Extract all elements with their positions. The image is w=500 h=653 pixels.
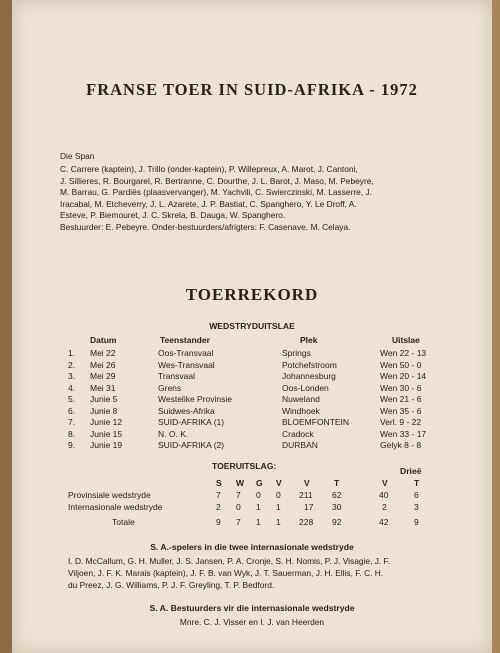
cell: 3 bbox=[414, 502, 419, 512]
table-row bbox=[12, 371, 492, 382]
sa-managers-line: Mnre. C. J. Visser en I. J. van Heerden bbox=[179, 617, 325, 627]
cell: 7 bbox=[236, 517, 241, 527]
record-heading: TOERREKORD bbox=[185, 285, 319, 304]
col-header: V bbox=[382, 478, 388, 488]
cell: 17 bbox=[304, 502, 314, 512]
col-header: T bbox=[334, 478, 340, 488]
row-venue: Nuweland bbox=[282, 394, 320, 404]
row-venue: Potchefstroom bbox=[282, 359, 337, 370]
col-header: W bbox=[236, 478, 245, 488]
cell: 92 bbox=[332, 517, 342, 527]
table-row bbox=[12, 406, 492, 417]
sa-players-line-1: I. D. McCallum, G. H. Muller, J. S. Jansen, P. A. Cronje, S. H. Nomis, P. J. Visagie, J. F. bbox=[68, 556, 391, 566]
row-opponent: Westelike Provinsie bbox=[158, 394, 233, 404]
row-result: Verl. 9 - 22 bbox=[380, 417, 422, 427]
col-header: V bbox=[304, 478, 310, 488]
sa-players-line-3: du Preez, J. G. Williams, P. J. F. Greyling, T. P. Bedford. bbox=[68, 580, 275, 590]
row-date: Junie 8 bbox=[90, 405, 118, 416]
col-result: Uitslae bbox=[392, 335, 420, 345]
row-result: Wen 35 - 6 bbox=[380, 405, 422, 416]
col-header: T bbox=[414, 478, 420, 488]
row-opponent: Grens bbox=[158, 382, 182, 393]
row-date: Junie 12 bbox=[90, 417, 123, 427]
col-header: S bbox=[216, 478, 222, 488]
cell: 6 bbox=[414, 490, 419, 500]
squad-line-1: C. Carrere (kaptein), J. Trillo (onder-kaptein), P. Willepreux, A. Marot, J. Cantoni, bbox=[60, 164, 358, 174]
squad-heading: Die Span bbox=[60, 151, 95, 161]
row-result: Gelyk 8 - 8 bbox=[380, 440, 422, 450]
row-label: Internasionale wedstryde bbox=[68, 502, 163, 512]
col-date: Datum bbox=[90, 335, 117, 345]
row-opponent: Transvaal bbox=[158, 371, 196, 381]
cell: 42 bbox=[379, 517, 389, 527]
summary-heading: TOERUITSLAG: bbox=[212, 461, 277, 471]
col-header: V bbox=[276, 478, 282, 488]
row-opponent: SUID-AFRIKA (2) bbox=[158, 440, 225, 450]
row-venue: Windhoek bbox=[282, 405, 320, 416]
row-opponent: Suidwes-Afrika bbox=[158, 405, 215, 416]
table-row bbox=[12, 394, 492, 405]
row-venue: Cradock bbox=[282, 428, 314, 439]
summary-header-row bbox=[12, 478, 492, 489]
col-header: G bbox=[256, 478, 263, 488]
row-result: Wen 21 - 6 bbox=[380, 394, 422, 404]
row-venue: DURBAN bbox=[282, 440, 318, 450]
row-number: 1. bbox=[68, 348, 76, 358]
cell: 30 bbox=[332, 502, 342, 512]
cell: 1 bbox=[256, 502, 261, 512]
row-date: Junie 19 bbox=[90, 440, 123, 450]
results-heading: WEDSTRYDUITSLAE bbox=[209, 321, 295, 331]
row-result: Wen 30 - 6 bbox=[380, 382, 422, 393]
cell: 7 bbox=[236, 490, 241, 500]
row-label: Provinsiale wedstryde bbox=[68, 490, 151, 500]
table-row bbox=[12, 429, 492, 440]
cell: 211 bbox=[299, 490, 313, 500]
row-date: Mei 31 bbox=[90, 382, 116, 393]
row-opponent: Oos-Transvaal bbox=[158, 348, 214, 358]
row-number: 9. bbox=[68, 440, 76, 450]
row-date: Junie 15 bbox=[90, 428, 123, 439]
tries-label: Drieë bbox=[400, 466, 422, 476]
table-row bbox=[12, 517, 492, 528]
row-number: 2. bbox=[68, 359, 76, 370]
cell: 1 bbox=[256, 517, 261, 527]
row-result: Wen 33 - 17 bbox=[380, 428, 427, 439]
cell: 9 bbox=[216, 517, 221, 527]
row-opponent: SUID-AFRIKA (1) bbox=[158, 417, 225, 427]
table-row bbox=[12, 502, 492, 513]
squad-line-2: J. Sillieres, R. Bourgarel, R. Bertranne, C. Dourthe, J. L. Barot, J. Maso, M. Pebeyre, bbox=[60, 175, 374, 186]
cell: 228 bbox=[299, 517, 314, 527]
row-result: Wen 20 - 14 bbox=[380, 371, 427, 381]
cell: 0 bbox=[276, 490, 281, 500]
row-number: 3. bbox=[68, 371, 76, 381]
cell: 9 bbox=[414, 517, 419, 527]
row-venue: BLOEMFONTEIN bbox=[282, 417, 350, 427]
sa-players-line-2: Viljoen, J. F. K. Marais (kaptein), J. F. B. van Wyk, J. T. Sauerman, J. H. Ellis, F. C. H. bbox=[68, 568, 384, 578]
row-label: Totale bbox=[112, 517, 135, 527]
managers-line: Bestuurder: E. Pebeyre. Onder-bestuurders/afrigters: F. Casenave, M. Celaya. bbox=[60, 222, 351, 232]
cell: 62 bbox=[332, 490, 342, 500]
cell: 2 bbox=[382, 502, 387, 512]
table-row bbox=[12, 417, 492, 428]
page bbox=[12, 0, 492, 653]
row-number: 6. bbox=[68, 405, 76, 416]
row-date: Mei 22 bbox=[90, 348, 116, 358]
row-result: Wen 50 - 0 bbox=[380, 359, 422, 370]
table-row bbox=[12, 348, 492, 359]
squad-line-3: M. Barrau, G. Pardiës (plaasvervanger), M. Yachvili, C. Swierczinski, M. Lasserre, J. bbox=[60, 187, 372, 197]
row-venue: Springs bbox=[282, 348, 311, 358]
row-number: 5. bbox=[68, 394, 76, 404]
page-title: FRANSE TOER IN SUID-AFRIKA - 1972 bbox=[86, 80, 418, 99]
squad-line-5: Esteve, P. Biemouret, J. C. Skrela, B. Dauga, W. Spanghero. bbox=[60, 210, 286, 220]
table-row bbox=[12, 383, 492, 394]
row-result: Wen 22 - 13 bbox=[380, 348, 427, 358]
row-date: Mei 26 bbox=[90, 359, 116, 370]
cell: 40 bbox=[379, 490, 389, 500]
results-header-row bbox=[12, 335, 492, 346]
row-date: Mei 29 bbox=[90, 371, 116, 381]
sa-managers-heading: S. A. Bestuurders vir die internasionale wedstryde bbox=[149, 603, 355, 613]
book-spine bbox=[0, 0, 12, 653]
row-venue: Johannesburg bbox=[282, 371, 336, 381]
row-opponent: N. O. K. bbox=[158, 428, 189, 439]
sa-players-heading: S. A.-spelers in die twee internasionale wedstryde bbox=[150, 542, 354, 552]
table-row bbox=[12, 490, 492, 501]
col-opponent: Teenstander bbox=[160, 335, 210, 345]
table-row bbox=[12, 360, 492, 371]
cell: 0 bbox=[236, 502, 241, 512]
row-opponent: Wes-Transvaal bbox=[158, 359, 215, 370]
table-row bbox=[12, 440, 492, 451]
cell: 0 bbox=[256, 490, 261, 500]
row-number: 8. bbox=[68, 428, 76, 439]
cell: 1 bbox=[276, 502, 281, 512]
row-date: Junie 5 bbox=[90, 394, 118, 404]
col-venue: Plek bbox=[300, 335, 318, 345]
row-number: 4. bbox=[68, 382, 76, 393]
row-venue: Oos-Londen bbox=[282, 382, 329, 393]
cell: 1 bbox=[276, 517, 281, 527]
row-number: 7. bbox=[68, 417, 76, 427]
squad-line-4: Iracabal, M. Etcheverry, J. L. Azarete, J. P. Bastiat, C. Spanghero, Y. Le Droff, A. bbox=[60, 198, 357, 209]
cell: 7 bbox=[216, 490, 221, 500]
cell: 2 bbox=[216, 502, 221, 512]
